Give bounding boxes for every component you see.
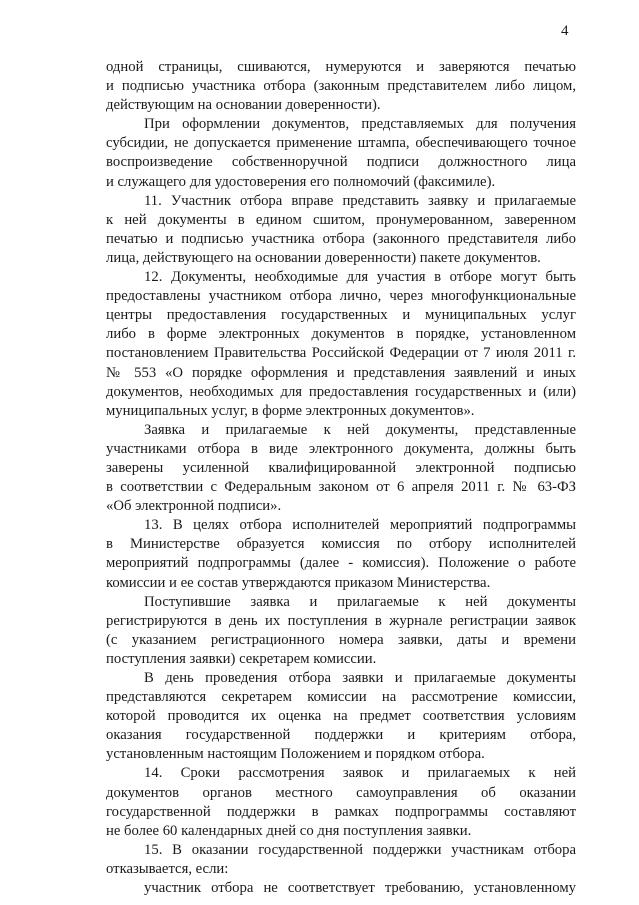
text-line: поступления заявки) секретарем комиссии.	[106, 650, 377, 667]
text-line: к ней документы в едином сшитом, пронумерованном, заверенном	[106, 211, 576, 228]
text-line: № 553 «О порядке оформления и представления заявлений и иных	[106, 364, 576, 381]
text-line: регистрируются в день их поступления в журнале регистрации заявок	[106, 612, 576, 629]
text-line: представляются секретарем комиссии на рассмотрение комиссии,	[106, 689, 576, 706]
text-line: участник отбора не соответствует требованию, установленному	[144, 880, 576, 897]
text-line: оказания государственной поддержки и критериям отбора,	[106, 727, 576, 744]
text-line: государственной поддержки в рамках подпрограммы составляют	[106, 803, 576, 820]
text-line: воспроизведение собственноручной подписи должностного лица	[106, 154, 576, 171]
text-line: и подписью участника отбора (законным представителем либо лицом,	[106, 78, 576, 95]
text-line: печатью и подписью участника отбора (законного представителя либо	[106, 230, 576, 247]
page-number: 4	[561, 23, 569, 39]
text-line: постановлением Правительства Российской Федерации от 7 июля 2011 г.	[106, 345, 576, 362]
text-line: 15. В оказании государственной поддержки участникам отбора	[144, 841, 576, 858]
text-line: одной страницы, сшиваются, нумеруются и заверяются печатью	[106, 59, 576, 75]
text-line: субсидии, не допускается применение штампа, обеспечивающего точное	[106, 135, 576, 152]
text-line: муниципальных услуг, в форме электронных документов».	[106, 402, 475, 419]
text-line: либо в форме электронных документов в порядке, установленном	[106, 326, 576, 343]
text-line: 12. Документы, необходимые для участия в отборе могут быть	[144, 269, 576, 286]
text-line: которой проводится их оценка на предмет соответствия условиям	[106, 708, 576, 725]
text-line: 13. В целях отбора исполнителей мероприятий подпрограммы	[144, 517, 576, 534]
text-line: в Министерстве образуется комиссия по отбору исполнителей	[106, 536, 576, 553]
text-line: предоставлены участником отбора лично, через многофункциональные	[106, 288, 576, 305]
text-line: и служащего для удостоверения его полномочий (факсимиле).	[106, 173, 496, 190]
text-line: Заявка и прилагаемые к ней документы, представленные	[144, 421, 576, 438]
text-line: комиссии и ее состав утверждаются приказом Министерства.	[106, 574, 491, 591]
text-line: документов, необходимых для предоставления государственных и (или)	[106, 383, 576, 400]
text-line: заверены усиленной квалифицированной электронной подписью	[106, 459, 576, 476]
text-line: участниками отбора в виде электронного документа, должны быть	[106, 440, 576, 457]
text-line: В день проведения отбора заявки и прилагаемые документы	[144, 670, 576, 686]
document-body	[106, 58, 576, 898]
text-line: При оформлении документов, представляемых для получения	[144, 116, 576, 133]
text-line: установленным настоящим Положением и порядком отбора.	[106, 746, 485, 763]
text-line: 14. Сроки рассмотрения заявок и прилагаемых к ней	[144, 765, 576, 782]
text-line: отказывается, если:	[106, 860, 229, 877]
text-line: не более 60 календарных дней со дня поступления заявки.	[106, 822, 472, 839]
text-line: документов органов местного самоуправления об оказании	[106, 784, 576, 801]
text-line: в соответствии с Федеральным законом от 6 апреля 2011 г. № 63-ФЗ	[106, 479, 576, 496]
text-line: мероприятий подпрограммы (далее - комиссия). Положение о работе	[106, 555, 576, 572]
text-line: Поступившие заявка и прилагаемые к ней документы	[144, 593, 576, 610]
text-line: 11. Участник отбора вправе представить заявку и прилагаемые	[144, 192, 576, 209]
text-line: «Об электронной подписи».	[106, 498, 282, 515]
text-line: (с указанием регистрационного номера заявки, даты и времени	[106, 631, 576, 648]
text-line: центры предоставления государственных и муниципальных услуг	[106, 307, 576, 324]
text-line: лица, действующего на основании доверенности) пакете документов.	[106, 249, 541, 266]
text-line: действующим на основании доверенности).	[106, 97, 381, 114]
